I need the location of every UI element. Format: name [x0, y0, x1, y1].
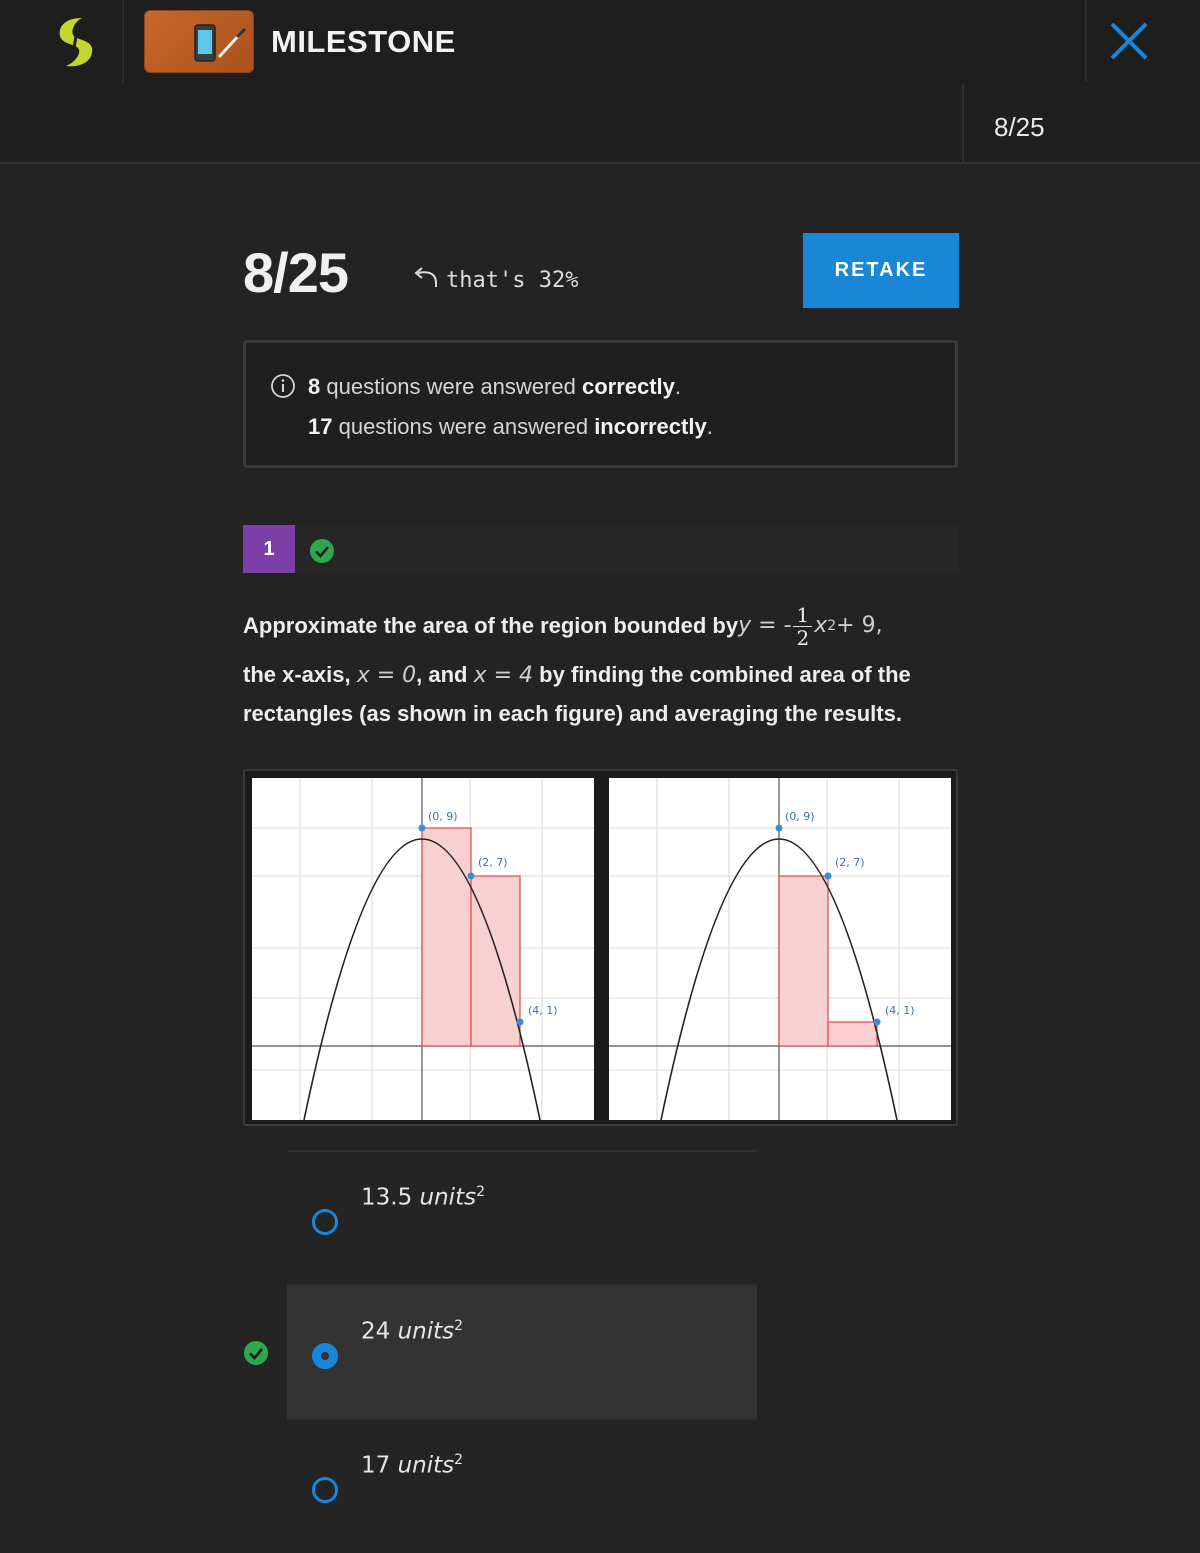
progress-count: 8/25 — [994, 112, 1045, 142]
results-summary — [243, 340, 958, 468]
top-bar — [0, 0, 1200, 84]
answer-text: 13.5 units$^2$ — [361, 1184, 485, 1211]
course-thumbnail — [144, 10, 254, 73]
answer-text: 24 units$^2$ — [361, 1318, 464, 1345]
correct-check-icon — [309, 538, 335, 564]
point-label: (4, 1) — [885, 1004, 915, 1017]
point-label: (4, 1) — [528, 1004, 558, 1017]
point-label: (0, 9) — [785, 810, 815, 823]
score: 8/25 — [243, 241, 348, 304]
answer-option[interactable] — [287, 1418, 757, 1552]
question-header — [243, 525, 958, 573]
question-number-badge[interactable]: 1 — [243, 525, 295, 573]
point-label: (0, 9) — [428, 810, 458, 823]
point-label: (2, 7) — [835, 856, 865, 869]
header-divider — [1085, 0, 1087, 82]
progress-divider — [962, 84, 964, 164]
figure-left-rectangles — [252, 778, 594, 1120]
question-figures — [243, 769, 958, 1126]
sophia-logo-icon[interactable] — [52, 14, 100, 70]
progress-bar — [0, 84, 1200, 164]
radio-button[interactable] — [312, 1477, 338, 1503]
percentage-text: that's 32% — [446, 267, 579, 293]
header-divider — [122, 0, 124, 84]
point-label: (2, 7) — [478, 856, 508, 869]
course-title: MILESTONE — [271, 24, 456, 59]
answer-option[interactable] — [287, 1150, 757, 1284]
info-icon — [270, 373, 296, 399]
fraction: $\frac{1}{2}$ — [793, 604, 812, 649]
radio-button[interactable] — [312, 1209, 338, 1235]
score-percentage-note — [410, 265, 578, 295]
incorrect-summary: 17 questions were answered incorrectly. — [308, 414, 713, 439]
close-icon[interactable] — [1106, 18, 1152, 64]
answer-text: 17 units$^2$ — [361, 1452, 464, 1479]
correct-answer-check-icon — [243, 1340, 269, 1366]
retake-button[interactable]: RETAKE — [803, 233, 959, 308]
radio-button-selected[interactable] — [312, 1343, 338, 1369]
curved-arrow-icon — [410, 265, 440, 295]
figure-right-rectangles — [609, 778, 951, 1120]
answer-option-selected[interactable] — [287, 1284, 757, 1418]
question-text: Approximate the area of the region bounded by y = - $\frac{1}{2}$ x 2 + 9, the x-axis, x = 0, and x = 4 by finding the combined area of the rectangles (as shown in each figure) and averaging the results. — [243, 602, 911, 726]
correct-summary: 8 questions were answered correctly. — [308, 374, 682, 399]
